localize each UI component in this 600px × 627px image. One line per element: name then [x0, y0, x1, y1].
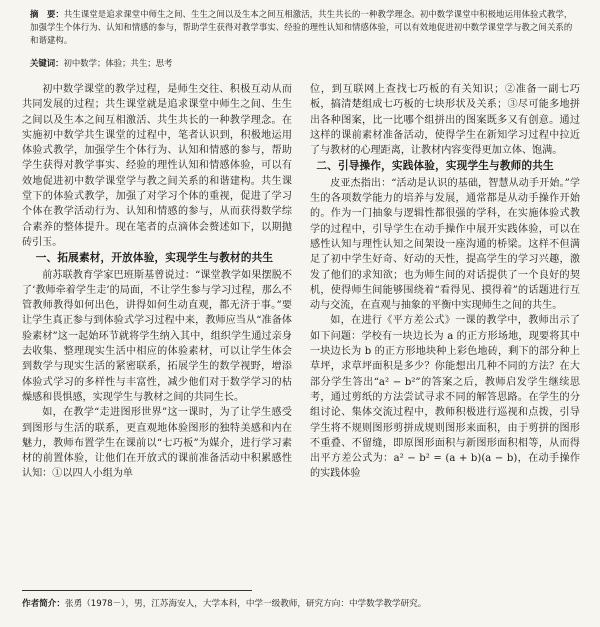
abstract-label: 摘 要： [30, 9, 64, 19]
abstract [30, 8, 578, 47]
author-note [22, 597, 582, 609]
keywords-text: 初中数学；体验；共生；思考 [63, 58, 173, 68]
keywords-label: 关键词： [30, 58, 64, 68]
paragraph: 前苏联教育学家巴班斯基曾说过：“课堂教学如果摆脱不了‘教师牵着学生走’的局面，不让学生参与学习过程，那么不管教师教得如何出色，讲得如何生动直观，都无济于事。”要让学生真正参与到体验式学习过程中来，教师应当从“准备体验素材”这一起始环节就将学生纳入其中，组织学生通过亲身去收集、整理现实生活中相应的体验素材，可以让学生体会到数学与现实生活的紧密联系，拓展学生的数学视野，增添体验式学习的多样性与丰富性，减少他们对于数学学习的枯燥感和畏惧感，实现学生与教材之间的共同生长。 [22, 269, 292, 403]
keywords [30, 57, 172, 69]
section-heading-1: 一、拓展素材，开放体验，实现学生与教材的共生 [35, 252, 274, 265]
paragraph-continued: 位，到互联网上查找七巧板的有关知识；②准备一副七巧板，搞清楚组成七巧板的七块形状及关系；③尽可能多地拼出各种图案，比一比哪个组拼出的图案既多又有创意。通过这样的课前素材准备活动，使得学生在新知学习过程中拉近了与教材的心理距离，让教材内容变得更加立体、饱满。 [310, 84, 580, 157]
paragraph: 如，在进行《平方差公式》一课的教学中，教师出示了如下问题：学校有一块边长为 a 的正方形场地，现要将其中一块边长为 b 的正方形地块种上彩色地砖，剩下的部分种上草坪，求草坪面积是多少？你能想出几种不同的方法？在大部分学生答出“a² − b²”的答案之后，教师启发学生继续思考，通过剪纸的方法尝试寻求不同的解答思路。在学生的分组讨论、集体交流过程中，教师积极进行巡视和点拨，引导学生将不规则图形剪拼成规则图形来面积，由于剪拼的图形不重叠、不留缝，即原图形面积与新图形面积相等，从而得出平方差公式为：a² − b² = (a + b)(a − b)，在动手操作的实践体验 [310, 315, 580, 480]
right-column [310, 82, 580, 482]
left-column [22, 82, 292, 482]
footnote-rule [22, 590, 252, 591]
author-note-label: 作者简介： [22, 599, 65, 609]
paragraph: 如，在教学“走进图形世界”这一课时，为了让学生感受到图形与生活的联系，更直观地体验图形的独特美感和内在魅力，教师布置学生在课前以“七巧板”为媒介，进行学习素材的前置体验，让他们在开放式的课前准备活动中积累感性认知：①以四人小组为单 [22, 407, 292, 480]
author-note-text: 张勇（1978－），男，江苏海安人，大学本科，中学一级教师，研究方向：中学数学教学研究。 [64, 599, 427, 609]
paragraph: 初中数学课堂的教学过程，是师生交往、积极互动从而共同发展的过程；共生课堂就是追求课堂中师生之间、生生之间以及生本之间互相激活、共生共长的一种教学理念。在实施初中数学共生课堂的过程中，笔者认识到，积极地运用体验式教学，加强学生个体行为、认知和情感的参与，帮助学生获得对教学事实、经验的理性认知和情感体验，可以有效地促进初中数学课堂学与教之间关系的和谐建构。共生课堂下的体验式教学，加强了对学习个体的重视，促进了学习个体在教学活动行为、认知和情感的参与，从而获得数学综合素养的整体提升。现在笔者的点滴体会赘述如下，以期抛砖引玉。 [22, 84, 292, 248]
section-heading-2: 二、引导操作，实践体验，实现学生与教师的共生 [316, 160, 554, 173]
abstract-text: 共生课堂是追求课堂中师生之间、生生之间以及生本之间互相激活，共生共长的一种教学理念。初中数学课堂中积极地运用体验式教学，加强学生个体行为、认知和情感的参与，帮助学生获得对教学事实、经验的理性认知和情感体验，可以有效地促进初中数学课堂学与教之间关系的和谐建构。 [30, 9, 573, 45]
paragraph: 皮亚杰指出：“活动是认识的基础，智慧从动手开始。”学生的各项数学能力的培养与发展，通常都是从动手操作开始的。作为一门抽象与逻辑性都很强的学科，在实施体验式教学的过程中，引导学生在动手操作中展开实践体验，可以在感性认知与理性认知之间架设一座沟通的桥梁。这样不但满足了初中学生好奇、好动的天性，提高学生的学习兴趣，激发了他们的求知欲；也为师生间的对话提供了一个良好的契机，使得师生间能够围绕着“看得见、摸得着”的话题进行互动与交流，在直观与抽象的平衡中实现师生之间的共生。 [310, 177, 580, 312]
